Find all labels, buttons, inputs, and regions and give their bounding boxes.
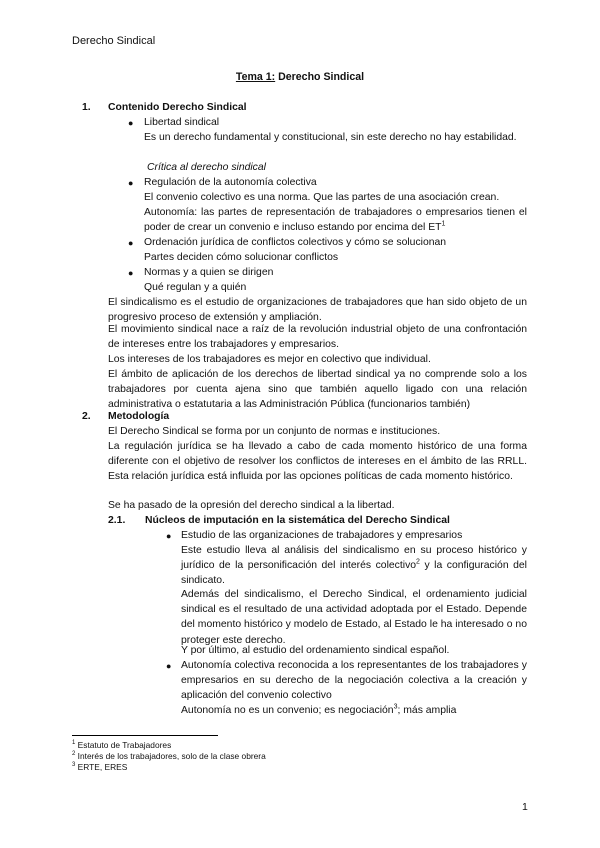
footnote-num: 3	[72, 762, 76, 769]
paragraph: El ámbito de aplicación de los derechos de libertad sindical ya no comprende solo a los trabajadores por cuenta ajena sino que también aquello ligado con una relación administrativa o estatutaria a las Administración Pública (funcionarios también)	[108, 369, 527, 411]
bullet-label-ordenacion: Ordenación jurídica de conflictos colectivos y cómo se solucionan	[144, 237, 447, 248]
footnote-divider	[72, 735, 218, 736]
footnote-ref-3: 3	[393, 703, 398, 711]
footnote-text: Estatuto de Trabajadores	[77, 740, 172, 750]
bullet-label-normas: Normas y a quien se dirigen	[144, 267, 274, 278]
footnote-text: Interés de los trabajadores, solo de la clase obrera	[77, 751, 266, 761]
bullet-text-autonomia	[144, 205, 527, 235]
sub-bullet2-text-b: ; más amplia	[397, 705, 457, 716]
section-1-title: Contenido Derecho Sindical	[108, 102, 247, 113]
bullet-text-regulan: Qué regulan y a quién	[144, 282, 247, 293]
page-number: 1	[522, 801, 528, 813]
paragraph: Se ha pasado de la opresión del derecho sindical a la libertad.	[108, 500, 395, 511]
italic-note: Crítica al derecho sindical	[147, 162, 266, 173]
sub-bullet-text-b: y la configuración del sindicato.	[181, 560, 527, 587]
footnote-1	[72, 740, 171, 751]
footnote-ref-2: 2	[416, 558, 420, 566]
subsection-number: 2.1.	[108, 515, 126, 526]
paragraph: La regulación jurídica se ha llevado a cabo de cada momento histórico de una forma diferente con el objetivo de resolver los conflictos de intereses en el ámbito de las RRLL. Esta relación jurídica está influida por las opciones políticas de cada momento histórico.	[108, 441, 527, 483]
bullet-icon: ●	[166, 661, 172, 671]
footnote-text: ERTE, ERES	[77, 762, 128, 772]
section-2-number: 2.	[82, 411, 91, 422]
bullet-text-partes: Partes deciden cómo solucionar conflictos	[144, 252, 339, 263]
paragraph: El Derecho Sindical se forma por un conjunto de normas e instituciones.	[108, 426, 441, 437]
bullet-icon: ●	[128, 178, 134, 188]
sub-bullet-label-estudio: Estudio de las organizaciones de trabajadores y empresarios	[181, 530, 463, 541]
bullet-icon: ●	[166, 531, 172, 541]
section-2-title: Metodología	[108, 411, 170, 422]
sub-bullet-text-a: Este estudio lleva al análisis del sindicalismo en su proceso histórico y jurídico de la personificación del interés colectivo	[181, 545, 527, 572]
section-1-number: 1.	[82, 102, 91, 113]
bullet-text-convenio: El convenio colectivo es una norma. Que las partes de una asociación crean.	[144, 192, 500, 203]
bullet-icon: ●	[128, 268, 134, 278]
paragraph: Los intereses de los trabajadores es mejor en colectivo que individual.	[108, 354, 431, 365]
footnote-3	[72, 762, 127, 773]
sub-bullet-label-autonomia: Autonomía colectiva reconocida a los representantes de los trabajadores y empresarios en su derecho de la negociación colectiva a la creación y aplicación del convenio colectivo	[181, 660, 527, 702]
sub-bullet2-text-a: Autonomía no es un convenio; es negociación	[181, 705, 394, 716]
bullet-text-libertad: Es un derecho fundamental y constitucional, sin este derecho no hay estabilidad.	[144, 132, 517, 143]
running-header: Derecho Sindical	[72, 35, 156, 47]
sub-bullet-text: Además del sindicalismo, el Derecho Sindical, el ordenamiento judicial sindical es el resultado de una actividad adoptada por el Estado. Depende del momento histórico y modelo de Estado, al Estado le ha interesado o no proteger este derecho.	[181, 589, 527, 646]
footnote-num: 2	[72, 751, 76, 758]
sub-bullet-text: Y por último, al estudio del ordenamiento sindical español.	[181, 645, 450, 656]
title-prefix: Tema 1:	[235, 71, 276, 83]
sub-bullet-text	[181, 543, 527, 589]
bullet-label-autonomia: Regulación de la autonomía colectiva	[144, 177, 317, 188]
title-rest: Derecho Sindical	[275, 71, 365, 83]
paragraph: El sindicalismo es el estudio de organizaciones de trabajadores que han sido objeto de un progresivo proceso de extensión y ampliación.	[108, 297, 527, 324]
footnote-2	[72, 751, 266, 762]
page-title	[0, 70, 600, 85]
bullet-icon: ●	[128, 118, 134, 128]
bullet-label-libertad: Libertad sindical	[144, 117, 220, 128]
bullet-icon: ●	[128, 238, 134, 248]
footnote-num: 1	[72, 740, 76, 747]
sub-bullet-text	[181, 703, 456, 718]
footnote-ref-1: 1	[441, 220, 446, 228]
subsection-title: Núcleos de imputación en la sistemática del Derecho Sindical	[145, 515, 450, 526]
paragraph: El movimiento sindical nace a raíz de la revolución industrial objeto de una confrontación de intereses entre los trabajadores y empresarios.	[108, 324, 527, 351]
autonomia-text: Autonomía: las partes de representación de trabajadores o empresarios tienen el poder de crear un convenio e incluso estando por encima del ET	[144, 207, 527, 234]
